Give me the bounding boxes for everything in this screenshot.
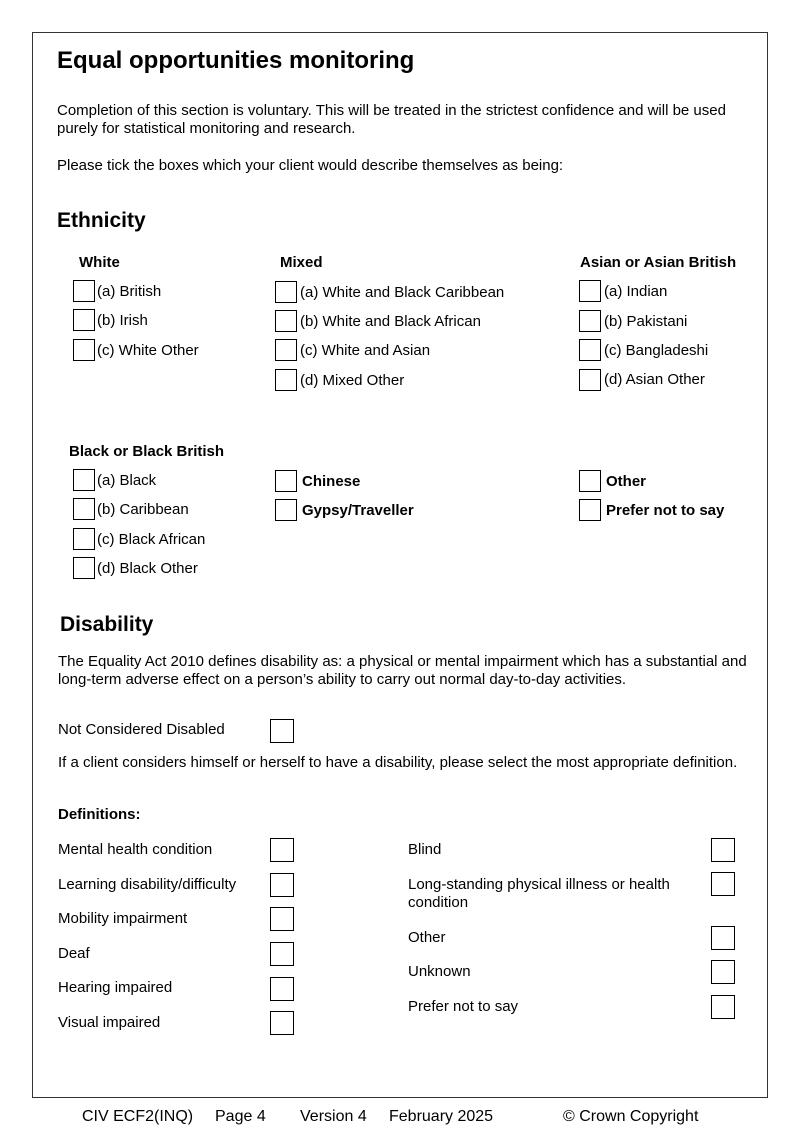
def-prefer-not-label: Prefer not to say	[408, 998, 519, 1015]
option-chinese: Chinese	[302, 473, 361, 490]
option-asian-other: (d) Asian Other	[604, 371, 705, 388]
intro-text: Completion of this section is voluntary. This will be treated in the strictest confidence and will be used purely for statistical monitoring and research.	[57, 102, 726, 137]
not-disabled-label: Not Considered Disabled	[58, 721, 225, 738]
group-black-label: Black or Black British	[69, 443, 225, 460]
option-mixed-other: (d) Mixed Other	[300, 372, 405, 389]
instruction-text: Please tick the boxes which your client would describe themselves as being:	[57, 157, 564, 174]
checkbox-mobility[interactable]	[270, 907, 294, 931]
checkbox-mixed-other[interactable]	[275, 369, 297, 391]
def-mobility-label: Mobility impairment	[58, 910, 188, 927]
checkbox-gypsy-traveller[interactable]	[275, 499, 297, 521]
checkbox-white-irish[interactable]	[73, 309, 95, 331]
checkbox-mixed-white-black-caribbean[interactable]	[275, 281, 297, 303]
checkbox-mental-health[interactable]	[270, 838, 294, 862]
option-white-irish: (b) Irish	[97, 312, 148, 329]
option-mixed-white-black-african: (b) White and Black African	[300, 313, 481, 330]
checkbox-asian-other[interactable]	[579, 369, 601, 391]
checkbox-unknown[interactable]	[711, 960, 735, 984]
page-title: Equal opportunities monitoring	[57, 47, 415, 74]
footer-copyright: © Crown Copyright	[563, 1108, 699, 1125]
group-mixed-label: Mixed	[280, 254, 323, 271]
checkbox-asian-bangladeshi[interactable]	[579, 339, 601, 361]
def-deaf-label: Deaf	[58, 945, 90, 962]
checkbox-blind[interactable]	[711, 838, 735, 862]
checkbox-not-disabled[interactable]	[270, 719, 294, 743]
checkbox-white-other[interactable]	[73, 339, 95, 361]
option-black-other: (d) Black Other	[97, 560, 198, 577]
disability-select-text: If a client considers himself or herself to have a disability, please select the most appropriate definition.	[58, 754, 738, 771]
checkbox-disability-other[interactable]	[711, 926, 735, 950]
disability-definition-text: The Equality Act 2010 defines disability as: a physical or mental impairment which has a substantial and long-term adverse effect on a person’s ability to carry out normal day-to-day activities.	[58, 653, 747, 688]
checkbox-chinese[interactable]	[275, 470, 297, 492]
checkbox-white-british[interactable]	[73, 280, 95, 302]
checkbox-deaf[interactable]	[270, 942, 294, 966]
def-blind-label: Blind	[408, 841, 442, 858]
checkbox-mixed-white-black-african[interactable]	[275, 310, 297, 332]
checkbox-black-other[interactable]	[73, 557, 95, 579]
checkbox-hearing[interactable]	[270, 977, 294, 1001]
option-mixed-white-black-caribbean: (a) White and Black Caribbean	[300, 284, 505, 301]
def-unknown-label: Unknown	[408, 963, 471, 980]
def-hearing-label: Hearing impaired	[58, 979, 173, 996]
option-gypsy-traveller: Gypsy/Traveller	[302, 502, 414, 519]
option-asian-pakistani: (b) Pakistani	[604, 313, 688, 330]
def-long-standing-label: Long-standing physical illness or health condition	[408, 876, 670, 911]
disability-heading: Disability	[60, 613, 154, 636]
def-learning-disability-label: Learning disability/difficulty	[58, 876, 237, 893]
option-black: (a) Black	[97, 472, 157, 489]
checkbox-asian-pakistani[interactable]	[579, 310, 601, 332]
checkbox-mixed-white-asian[interactable]	[275, 339, 297, 361]
def-visual-label: Visual impaired	[58, 1014, 161, 1031]
checkbox-learning-disability[interactable]	[270, 873, 294, 897]
checkbox-black[interactable]	[73, 469, 95, 491]
group-asian-label: Asian or Asian British	[580, 254, 737, 271]
def-mental-health-label: Mental health condition	[58, 841, 213, 858]
option-mixed-white-asian: (c) White and Asian	[300, 342, 431, 359]
option-black-african: (c) Black African	[97, 531, 206, 548]
checkbox-visual[interactable]	[270, 1011, 294, 1035]
footer-page: Page 4	[215, 1108, 266, 1125]
group-white-label: White	[79, 254, 120, 271]
option-asian-indian: (a) Indian	[604, 283, 668, 300]
option-white-british: (a) British	[97, 283, 162, 300]
checkbox-black-african[interactable]	[73, 528, 95, 550]
option-ethnicity-other: Other	[606, 473, 647, 490]
option-asian-bangladeshi: (c) Bangladeshi	[604, 342, 709, 359]
checkbox-black-caribbean[interactable]	[73, 498, 95, 520]
option-white-other: (c) White Other	[97, 342, 199, 359]
checkbox-long-standing[interactable]	[711, 872, 735, 896]
footer-date: February 2025	[389, 1108, 494, 1125]
definitions-label: Definitions:	[58, 806, 141, 823]
checkbox-ethnicity-prefer-not[interactable]	[579, 499, 601, 521]
ethnicity-heading: Ethnicity	[57, 209, 146, 232]
checkbox-asian-indian[interactable]	[579, 280, 601, 302]
def-other-label: Other	[408, 929, 446, 946]
option-ethnicity-prefer-not: Prefer not to say	[606, 502, 725, 519]
checkbox-disability-prefer-not[interactable]	[711, 995, 735, 1019]
checkbox-ethnicity-other[interactable]	[579, 470, 601, 492]
option-black-caribbean: (b) Caribbean	[97, 501, 189, 518]
footer-version: Version 4	[300, 1108, 367, 1125]
footer-form-id: CIV ECF2(INQ)	[82, 1108, 194, 1125]
